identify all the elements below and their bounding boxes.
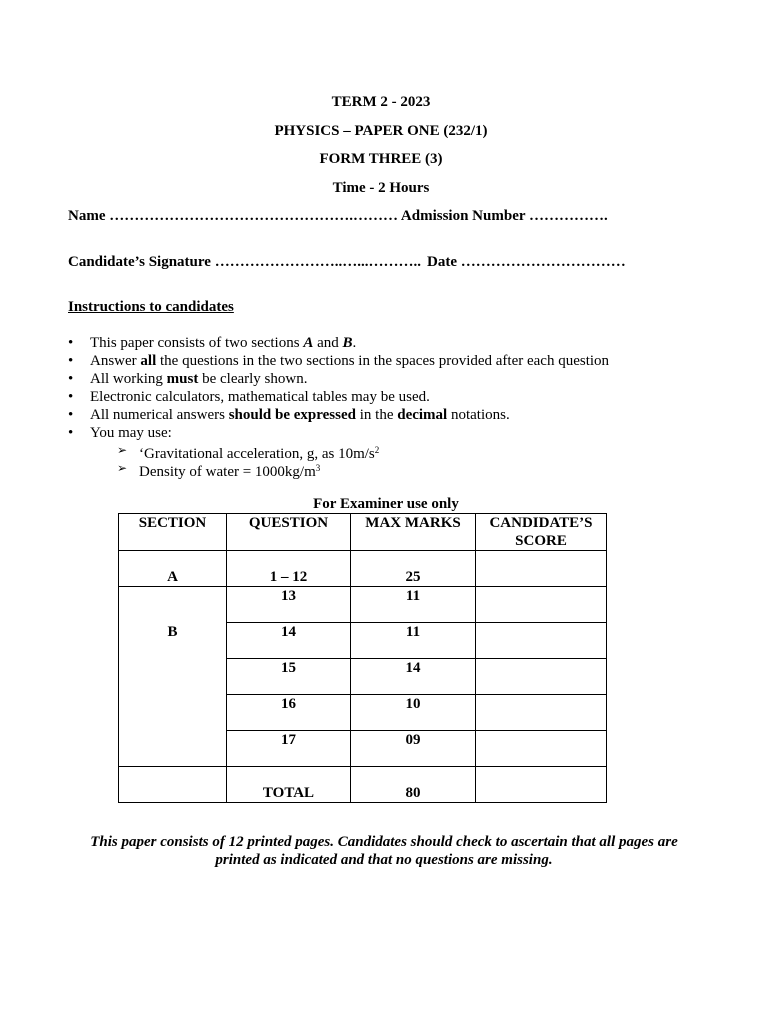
footer-note: This paper consists of 12 printed pages. Candidates should check to ascertain that all pages are printed as indicated and that no questions are missing.: [90, 834, 678, 868]
constant-item: ➢ ‘Gravitational acceleration, g, as $10m/s^2$: [117, 443, 380, 462]
signature-line: Candidate’s Signature ……………………..…...………..: [68, 254, 421, 270]
score-cell: [476, 731, 607, 767]
instructions-list: [68, 334, 609, 442]
score-cell: [476, 695, 607, 731]
instruction-item: • Electronic calculators, mathematical tables may be used.: [68, 389, 430, 405]
score-cell: [476, 623, 607, 659]
header-max-marks: MAX MARKS: [351, 514, 476, 551]
instruction-item: • Answer all the questions in the two sections in the spaces provided after each question: [68, 353, 610, 369]
score-cell: [476, 587, 607, 623]
exam-paper-title: PHYSICS – PAPER ONE (232/1): [274, 123, 488, 139]
instruction-item: • All numerical answers should be expressed in the decimal notations.: [68, 407, 510, 423]
question-cell: 14: [227, 623, 351, 659]
max-marks-cell: 11: [351, 623, 476, 659]
section-b-label: B: [167, 624, 178, 640]
constant-item: ➢ Density of water = $1000kg/m^3$: [117, 461, 321, 480]
score-cell: [476, 551, 607, 587]
max-marks-cell: 14: [351, 659, 476, 695]
bullet-icon: •: [68, 407, 74, 423]
table-row: [119, 551, 607, 587]
section-b-cell: [119, 587, 227, 767]
examiner-table-title: For Examiner use only: [313, 496, 459, 512]
table-total-row: [119, 767, 607, 803]
max-marks-cell: 11: [351, 587, 476, 623]
bullet-icon: •: [68, 425, 74, 441]
instruction-item: • You may use:: [68, 425, 172, 441]
bullet-icon: •: [68, 389, 74, 405]
total-label: TOTAL: [227, 767, 351, 803]
header-question: QUESTION: [227, 514, 351, 551]
table-row: [119, 587, 607, 623]
total-section-cell: [119, 767, 227, 803]
instruction-item: • This paper consists of two sections A and B.: [68, 335, 357, 351]
exam-form: FORM THREE (3): [319, 151, 443, 167]
question-cell: 15: [227, 659, 351, 695]
question-cell: 17: [227, 731, 351, 767]
question-cell: 1 – 12: [227, 551, 351, 587]
exam-time: Time - 2 Hours: [332, 180, 430, 196]
header-section: SECTION: [119, 514, 227, 551]
examiner-table: [118, 513, 607, 803]
exam-term: TERM 2 - 2023: [331, 94, 431, 110]
arrow-bullet-icon: ➢: [117, 461, 128, 475]
name-admission-line: Name ………………………………………….……… Admission Number …………….: [68, 208, 608, 224]
instruction-item: • All working must be clearly shown.: [68, 371, 308, 387]
instructions-title: Instructions to candidates: [68, 299, 234, 315]
section-cell: A: [119, 551, 227, 587]
constants-list: [117, 441, 380, 480]
total-score-cell: [476, 767, 607, 803]
max-marks-cell: 10: [351, 695, 476, 731]
table-header-row: [119, 514, 607, 551]
max-marks-cell: 25: [351, 551, 476, 587]
bullet-icon: •: [68, 353, 74, 369]
total-marks: 80: [351, 767, 476, 803]
question-cell: 13: [227, 587, 351, 623]
arrow-bullet-icon: ➢: [117, 443, 128, 457]
bullet-icon: •: [68, 371, 74, 387]
bullet-icon: •: [68, 335, 74, 351]
max-marks-cell: 09: [351, 731, 476, 767]
date-line: Date ……………………………: [427, 254, 626, 270]
header-candidate-score: CANDIDATE’S SCORE: [476, 514, 607, 551]
question-cell: 16: [227, 695, 351, 731]
score-cell: [476, 659, 607, 695]
